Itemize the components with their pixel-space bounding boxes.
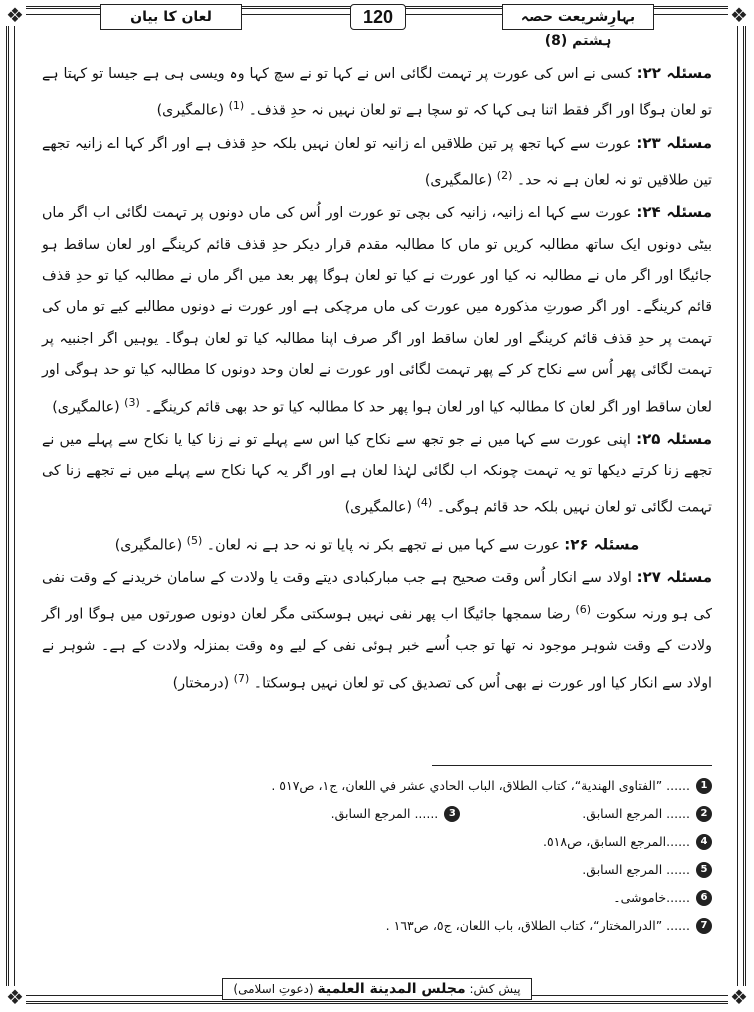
footnote-text: ...... المرجع السابق. (330, 806, 439, 821)
footnote-text: ...... المرجع السابق. (582, 862, 690, 877)
ornament-icon: ❖ (728, 4, 750, 26)
source: (عالمگیری) (424, 172, 493, 189)
footnotes (42, 772, 712, 940)
masala-25 (42, 424, 712, 525)
masala-24 (42, 197, 712, 424)
masala-text: کسی نے اس کی عورت پر تہمت لگائی اس نے کہا تو نے سچ کہا وہ ویسی ہی ہے جیسا تو کہتا ہے تو لعان ہوگا اور اگر فقط اتنا ہی کہا کہ تو سچا ہے تو لعان نہیں نہ حدِ قذف۔ (42, 66, 712, 120)
footnote-item (42, 856, 712, 884)
footnote-number: 6 (696, 890, 712, 906)
source: (عالمگیری) (114, 537, 183, 554)
footnote-text: ...... المرجع السابق. (582, 806, 690, 821)
footnote-divider (432, 765, 712, 766)
footer-suffix: (دعوتِ اسلامی) (233, 982, 314, 996)
masala-text: اپنی عورت سے کہا میں نے جو تجھ سے نکاح کیا اس سے پہلے تو نے زنا کیا یا نکاح سے پہلے میں نے تجھے زنا کرتے دیکھا تو یہ تہمت چونکہ اب لگائی لہٰذا لعان ہے اور اگر یہ کہا نکاح سے پہلے میں نے تجھے زنا کی تہمت لگائی تو لعان نہیں بلکہ حد قائم ہوگی۔ (42, 431, 712, 517)
footnote-item (42, 884, 712, 912)
source: (درمختار) (172, 675, 230, 692)
masala-label: مسئلہ ۲۷: (636, 567, 713, 586)
footnote-ref[interactable]: (4) (416, 496, 433, 510)
masala-26 (42, 525, 712, 562)
page-number: 120 (350, 4, 406, 30)
footnote-ref[interactable]: (6) (575, 603, 591, 617)
source: (عالمگیری) (156, 103, 225, 120)
footnote-text: ...... ”الدرالمختار“، كتاب الطلاق، باب اللعان، ج٥، ص١٦٣ . (385, 918, 690, 933)
footnote-ref[interactable]: (3) (124, 395, 140, 409)
publisher-name: مجلس المدينة العلمية (317, 981, 466, 997)
footnote-ref[interactable]: (2) (496, 168, 513, 182)
footnote-ref[interactable]: (5) (186, 533, 203, 547)
source: (عالمگیری) (344, 500, 413, 517)
footnote-number: 5 (696, 862, 712, 878)
footnote-number: 7 (696, 918, 712, 934)
ornament-icon: ❖ (728, 986, 750, 1008)
footnote-text: ......خاموشی۔ (613, 890, 690, 905)
masala-label: مسئلہ ۲۲: (636, 64, 713, 82)
masala-text: عورت سے کہا تجھ پر تین طلاقیں اے زانیہ تو لعان نہیں بلکہ حدِ قذف ہے اور اگر کہا اے زانیہ تجھے تین طلاقیں تو نہ لعان ہے نہ حد۔ (42, 135, 712, 189)
main-text (42, 58, 712, 700)
masala-text: عورت سے کہا اے زانیہ، زانیہ کی بچی تو عورت اور اُس کی ماں دونوں پر تہمت لگائی اب اگر ماں بیٹی دونوں ایک ساتھ مطالبہ کریں تو ماں کا مطالبہ مقدم قرار دیکر حدِ قذف قائم کرینگے اور لعان ساقط ہو جائیگا اور اگر ماں نے مطالبہ نہ کیا اور عورت نے کیا تو لعان ہوگا پھر بعد میں اگر ماں نے مطالبہ کیا تو حدِ قذف قائم کرینگے۔ اور اگر صورتِ مذکورہ میں عورت کی ماں مرچکی ہے اور عورت نے دونوں مطالبے کیے تو ماں کی تہمت پر حدِ قذف قائم کرینگے اور لعان ساقط اور اگر صرف اپنا مطالبہ کیا تو لعان ہوگا۔ یوہیں اگر اجنبیہ پر تہمت لگائی پھر اُس سے نکاح کر کے پھر تہمت لگائی اور عورت نے لعان وحد دونوں کا مطالبہ کیا تو حد ہوگی اور لعان ساقط اور اگر لعان کا مطالبہ کیا اور لعان ہوا پھر حد کا مطالبہ کیا تو حد بھی قائم کرینگے۔ (42, 205, 712, 416)
masala-label: مسئلہ ۲۴: (636, 203, 712, 222)
footnote-item (42, 772, 712, 800)
masala-label: مسئلہ ۲۳: (636, 133, 712, 152)
page-header (100, 4, 654, 49)
footnote-number: 2 (696, 806, 712, 822)
ornament-icon: ❖ (4, 4, 26, 26)
footnote-ref[interactable]: (1) (228, 99, 245, 113)
page-footer (0, 978, 754, 1000)
masala-text: عورت سے کہا میں نے تجھے بکر نہ پایا تو نہ حد ہے نہ لعان۔ (206, 537, 560, 554)
footnote-item (42, 828, 712, 856)
footnote-number: 1 (696, 778, 712, 794)
footnote-text: ...... ”الفتاوی الهندية“، كتاب الطلاق، الباب الحادي عشر في اللعان، ج١، ص٥١٧ . (271, 778, 690, 793)
masala-text-continued: رضا سمجھا جائیگا اب پھر نفی نہیں ہوسکتی مگر لعان دونوں صورتوں میں ہوگا اور اگر ولادت کے وقت شوہر موجود نہ تھا تو جب اُسے خبر ہوئی نفی کے لیے وہ وقت بمنزلہ ولادت کے ہے۔ شوہر نے اولاد سے انکار کیا اور عورت نے بھی اُس کی تصدیق کی تو لعان نہیں ہوسکتا۔ (42, 606, 712, 692)
footnote-item (42, 912, 712, 940)
source: (عالمگیری) (52, 399, 120, 416)
footnote-ref[interactable]: (7) (233, 671, 250, 685)
masala-23 (42, 128, 712, 198)
masala-27 (42, 562, 712, 700)
masala-22 (42, 58, 712, 128)
chapter-title: لعان کا بیان (100, 4, 242, 30)
masala-label: مسئلہ ۲۵: (636, 429, 712, 448)
book-title: بہارِشریعت حصہ ہشتم (8) (502, 4, 654, 30)
footnote-item (42, 800, 712, 828)
masala-text: اولاد سے انکار اُس وقت صحیح ہے جب مبارکبادی دیتے وقت یا ولادت کے سامان خریدنے کے وقت نفی کی ہو ورنہ سکوت (42, 569, 712, 623)
ornament-icon: ❖ (4, 986, 26, 1008)
publisher-box (222, 978, 531, 1000)
footnote-number: 3 (444, 806, 460, 822)
footnote-number: 4 (696, 834, 712, 850)
footnote-text: ......المرجع السابق، ص٥١٨. (542, 834, 690, 849)
footer-prefix: پیش کش: (469, 982, 521, 996)
masala-label: مسئلہ ۲۶: (564, 535, 640, 554)
